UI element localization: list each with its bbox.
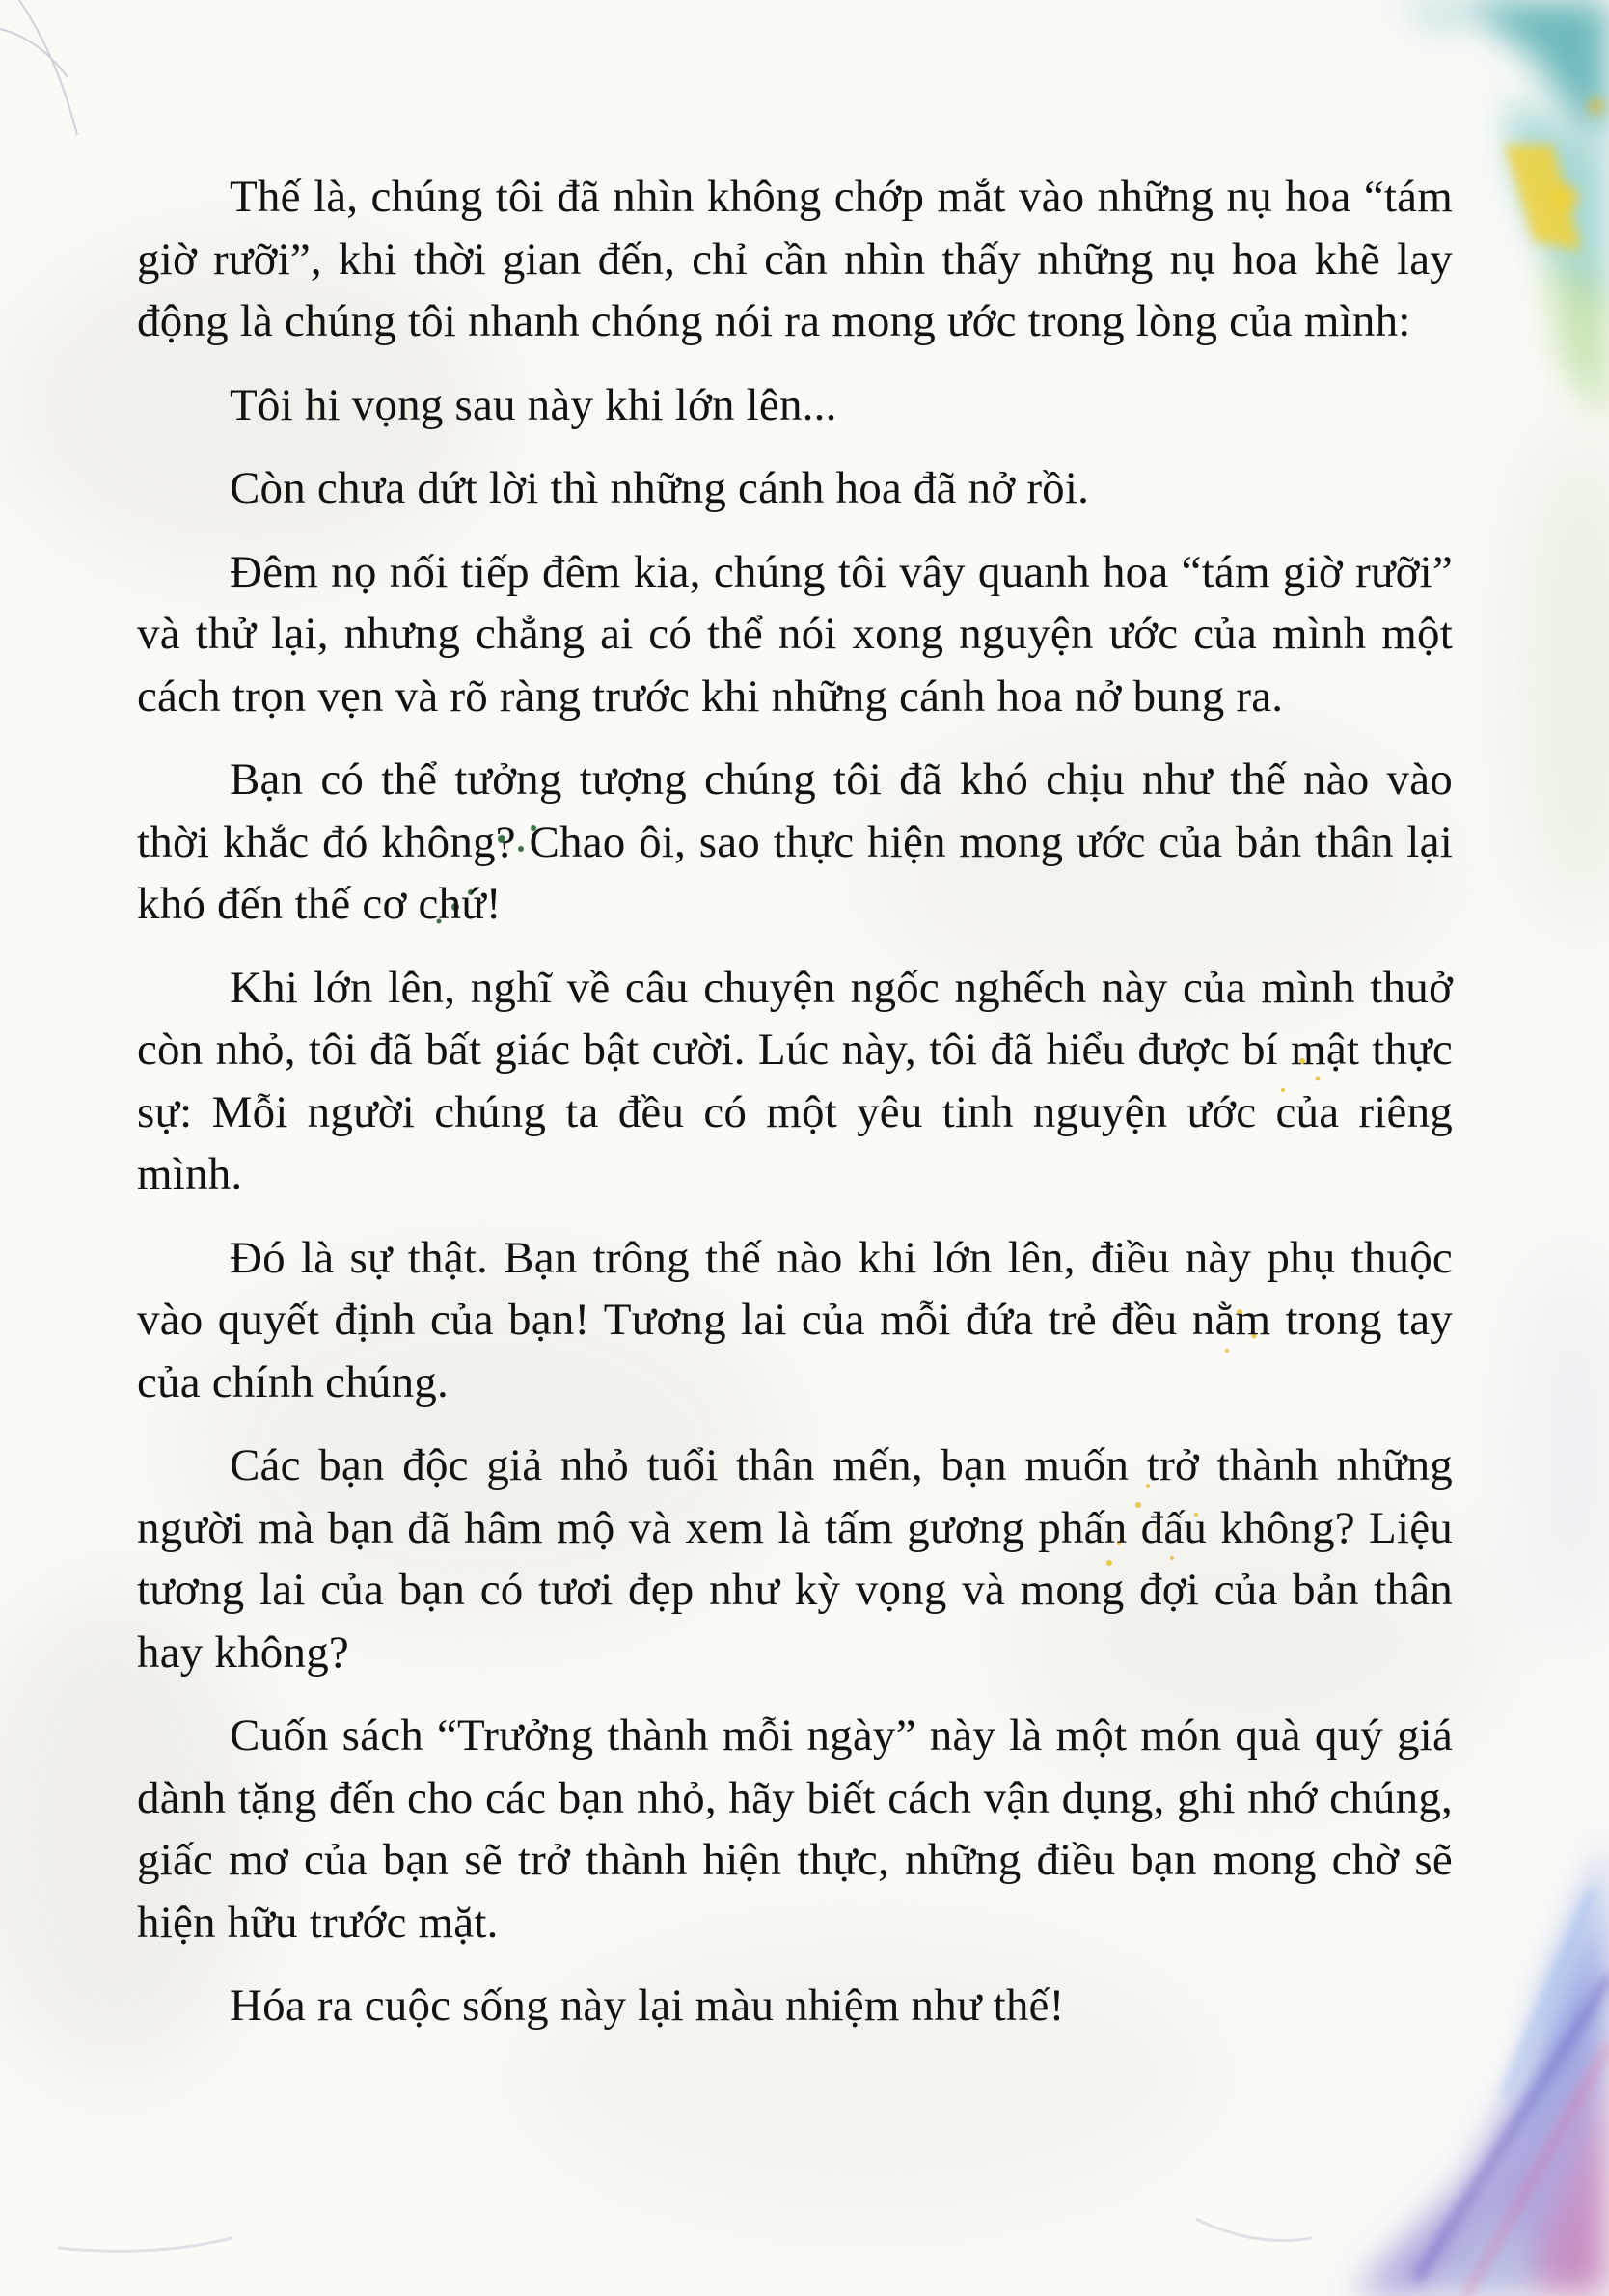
body-text [137,166,1453,2037]
paragraph-5: Bạn có thể tưởng tượng chúng tôi đã khó chịu như thế nào vào thời khắc đó không? Chao ôi, sao thực hiện mong ước của bản thân lại khó đến thế cơ chứ! [137,754,1453,929]
paragraph-1: Thế là, chúng tôi đã nhìn không chớp mắt vào những nụ hoa “tám giờ rưỡi”, khi thời gian đến, chỉ cần nhìn thấy những nụ hoa khẽ lay động là chúng tôi nhanh chóng nói ra mong ước trong lòng của mình: [137,172,1453,346]
paragraph-4: Đêm nọ nối tiếp đêm kia, chúng tôi vây quanh hoa “tám giờ rưỡi” và thử lại, nhưng chẳng ai có thể nói xong nguyện ước của mình một cách trọn vẹn và rõ ràng trước khi những cánh hoa nở bung ra. [137,546,1453,722]
paragraph-3: Còn chưa dứt lời thì những cánh hoa đã nở rồi. [230,463,1090,513]
paragraph-8: Các bạn độc giả nhỏ tuổi thân mến, bạn muốn trở thành những người mà bạn đã hâm mộ và xem là tấm gương phấn đấu không? Liệu tương lai của bạn có tươi đẹp như kỳ vọng và mong đợi của bản thân hay không? [137,1440,1453,1678]
paragraph-6: Khi lớn lên, nghĩ về câu chuyện ngốc nghếch này của mình thuở còn nhỏ, tôi đã bất giác bật cười. Lúc này, tôi đã hiểu được bí mật thực sự: Mỗi người chúng ta đều có một yêu tinh nguyện ước của riêng mình. [137,962,1453,1199]
paragraph-10: Hóa ra cuộc sống này lại màu nhiệm như thế! [230,1981,1065,2031]
paragraph-2: Tôi hi vọng sau này khi lớn lên... [230,379,837,430]
paragraph-9: Cuốn sách “Trưởng thành mỗi ngày” này là một món quà quý giá dành tặng đến cho các bạn nhỏ, hãy biết cách vận dụng, ghi nhớ chúng, giấc mơ của bạn sẽ trở thành hiện thực, những điều bạn mong chờ sẽ hiện hữu trước mặt. [137,1710,1453,1948]
paragraph-7: Đó là sự thật. Bạn trông thế nào khi lớn lên, điều này phụ thuộc vào quyết định của bạn! Tương lai của mỗi đứa trẻ đều nằm trong tay của chính chúng. [137,1232,1453,1408]
